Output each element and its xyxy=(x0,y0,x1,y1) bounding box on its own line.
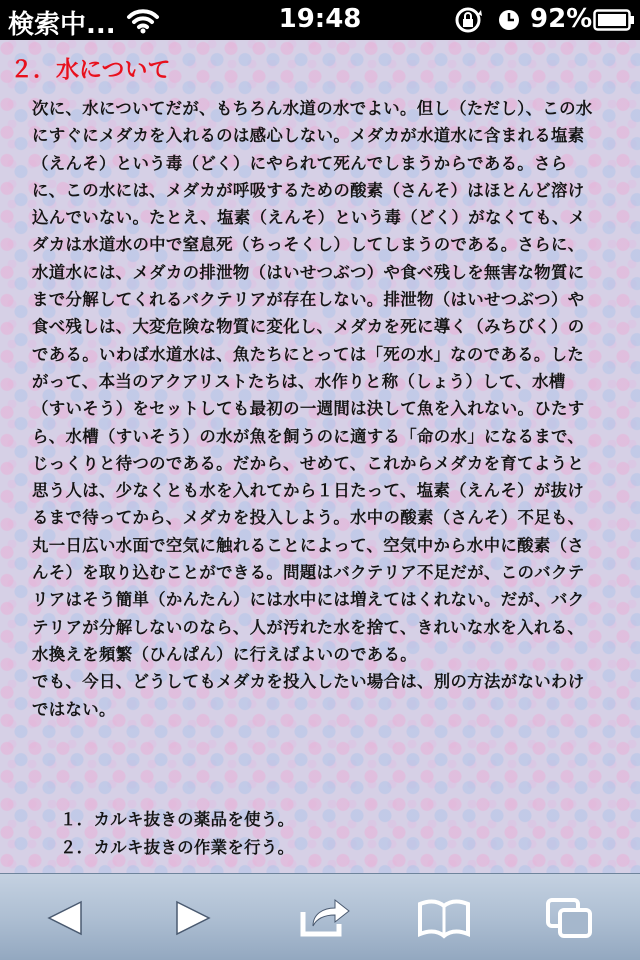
web-content[interactable] xyxy=(0,40,640,873)
battery-percent: 92% xyxy=(530,4,593,34)
battery-icon xyxy=(593,9,635,31)
orientation-lock-icon xyxy=(452,6,484,34)
carrier-label: 検索中... xyxy=(8,10,116,40)
method-item: １．カルキ抜きの薬品を使う。 xyxy=(60,810,295,829)
alarm-icon xyxy=(497,8,521,32)
page-heading: ２．水について xyxy=(10,56,171,83)
method-item: ２．カルキ抜きの作業を行う。 xyxy=(60,838,295,857)
method-list xyxy=(60,806,294,862)
back-arrow-icon[interactable] xyxy=(35,894,95,942)
bookmarks-icon[interactable] xyxy=(414,894,474,942)
forward-arrow-icon[interactable] xyxy=(163,894,223,942)
share-icon[interactable] xyxy=(295,894,355,942)
status-bar xyxy=(0,0,640,40)
article-body: 次に、水についてだが、もちろん水道の水でよい。但し（ただし）、この水にすぐにメダカを入れるのは感心しない。メダカが水道水に含まれる塩素（えんそ）という毒（どく）にやられて死んでしまうからである。さらに、この水には、メダカが呼吸するための酸素（さんそ）はほとんど溶け込んでいない。たとえ、塩素（えんそ）という毒（どく）がなくても、メダカは水道水の中で窒息死（ちっそくし）してしまうのである。さらに、水道水には、メダカの排泄物（はいせつぶつ）や食べ残しを無害な物質にまで分解してくれるバクテリアが存在しない。排泄物（はいせつぶつ）や食べ残しは、大変危険な物質に変化し、メダカを死に導く（みちびく）のである。いわば水道水は、魚たちにとっては「死の水」なのである。したがって、本当のアクアリストたちは、水作りと称（しょう）して、水槽（すいそう）をセットしても最初の一週間は決して魚を入れない。ひたすら、水槽（すいそう）の水が魚を飼うのに適する「命の水」になるまで、じっくりと待つのである。だから、せめて、これからメダカを育てようと思う人は、少なくとも水を入れてから１日たって、塩素（えんそ）が抜けるまで待ってから、メダカを投入しよう。水中の酸素（さんそ）不足も、丸一日広い水面で空気に触れることによって、空気中から水中に酸素（さんそ）を取り込むことができる。問題はバクテリア不足だが、このバクテリアはそう簡単（かんたん）には水中には増えてはくれない。だが、バクテリアが分解しないのなら、人が汚れた水を捨て、きれいな水を入れる、水換えを頻繁（ひんぱん）に行えばよいのである。 でも、今日、どうしてもメダカを投入したい場合は、別の方法がないわけではない。 xyxy=(32,99,593,719)
clock: 19:48 xyxy=(278,4,362,34)
tabs-icon[interactable] xyxy=(540,894,600,942)
browser-toolbar xyxy=(0,873,640,960)
